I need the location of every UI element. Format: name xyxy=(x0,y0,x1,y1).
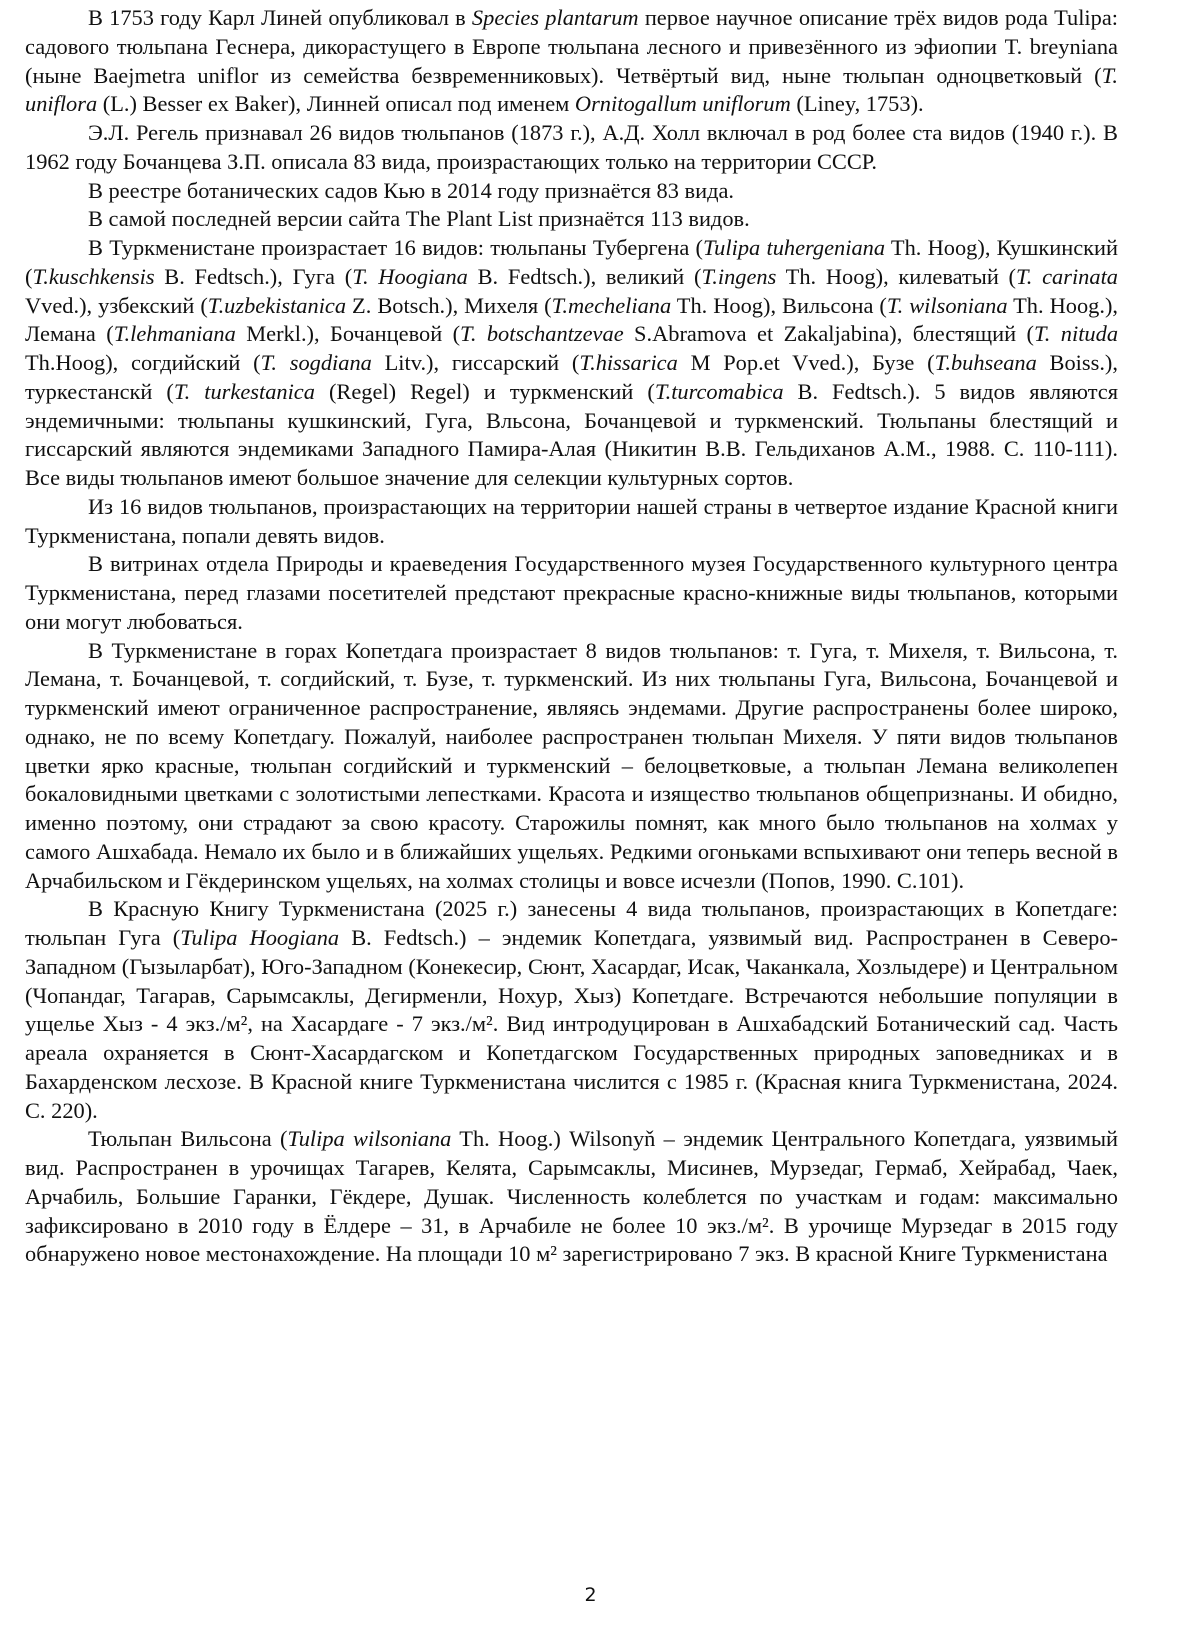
document-body xyxy=(25,4,1118,1269)
text-run: В Туркменистане в горах Копетдага произрастает 8 видов тюльпанов: т. Гуга, т. Михеля, т. Вильсона, т. Лемана, т. Бочанцевой, т. согдийский, т. Бузе, т. туркменский. Из них тюльпаны Гуга, Вильсона, Бочанцевой и туркменский имеют ограниченное распространение, являясь эндемами. Другие распространены более широко, однако, не по всему Копетдагу. Пожалуй, наиболее распространен тюльпан Михеля. У пяти видов тюльпанов цветки ярко красные, тюльпан согдийский и туркменский – белоцветковые, а тюльпан Лемана великолепен бокаловидными цветками с золотистыми лепестками. Красота и изящество тюльпанов общепризнаны. И обидно, именно поэтому, они страдают за свою красоту. Старожилы помнят, как много было тюльпанов на холмах у самого Ашхабада. Немало их было и в ближайших ущельях. Редкими огоньками вспыхивают они теперь весной в Арчабильском и Гёкдеринском ущельях, на холмах столицы и вовсе исчезли (Попов, 1990. С.101). xyxy=(25,637,1118,893)
text-run: В реестре ботанических садов Кью в 2014 году признаётся 83 вида. xyxy=(88,177,735,203)
italic-species-name: T.kuschkensis xyxy=(32,263,155,289)
italic-species-name: T. wilsoniana xyxy=(886,292,1008,318)
italic-species-name: Tulipa wilsoniana xyxy=(287,1126,452,1152)
italic-species-name: T.hissarica xyxy=(579,350,678,375)
text-run: B. Fedtsch.), великий ( xyxy=(467,263,702,289)
text-run: S.Abramova et Zakaljabina), блестящий ( xyxy=(623,321,1034,347)
text-run: В Красную Книгу Туркменистана (2025 г.) занесены 4 вида тюльпанов, произрастающих в Копетдаге: тюльпан Гуга ( xyxy=(25,896,1118,950)
italic-species-name: T.ingens xyxy=(701,263,777,289)
text-run: (Regel) Regel) и туркменский ( xyxy=(314,378,655,404)
paragraph xyxy=(25,4,1118,119)
text-run: В витринах отдела Природы и краеведения Государственного музея Государственного культурного центра Туркменистана, перед глазами посетителей предстают прекрасные красно-книжные виды тюльпанов, которыми они могут любоваться. xyxy=(25,551,1118,634)
text-run: Z. Botsch.), Михеля ( xyxy=(346,292,552,318)
paragraph xyxy=(25,177,1118,206)
paragraph xyxy=(25,895,1118,1125)
paragraph xyxy=(25,1125,1118,1269)
italic-species-name: Tulipa tuhergeniana xyxy=(702,235,886,260)
text-run: B. Fedtsch.). 5 видов являются эндемичными: тюльпаны кушкинский, Гуга, Вльсона, Бочанцевой и туркменский. Тюльпаны блестящий и гиссарский являются эндемиками Западного Памира-Алая (Никитин В.В. Гельдиханов А.М., 1988. С. 110-111). Все виды тюльпанов имеют большое значение для селекции культурных сортов. xyxy=(25,378,1119,490)
text-run: B. Fedtsch.), Гуга ( xyxy=(154,263,353,289)
italic-species-name: T.turcomabica xyxy=(654,378,784,404)
text-run: (Liney, 1753). xyxy=(790,91,924,117)
text-run: M Pop.et Vved.), Бузе ( xyxy=(677,350,935,375)
italic-species-name: T.uzbekistanica xyxy=(207,292,347,318)
text-run: Vved.), узбекский ( xyxy=(25,292,208,318)
italic-species-name: T.mecheliana xyxy=(551,292,672,318)
italic-species-name: T.buhseana xyxy=(934,350,1037,375)
text-run: Th. Hoog.) Wilsonyň – эндемик Центрального Копетдага, уязвимый вид. Распространен в урочищах Тагарев, Келята, Сарымсаклы, Мисинев, Мурзедаг, Гермаб, Хейрабад, Чаек, Арчабиль, Большие Гаранки, Гёкдере, Душак. Численность колеблется по участкам и годам: максимально зафиксировано в 2010 году в Ёлдере – 31, в Арчабиле не более 10 экз./м². В урочище Мурзедаг в 2015 году обнаружено новое местонахождение. На площади 10 м² зарегистрировано 7 экз. В красной Книге Туркменистана xyxy=(25,1126,1118,1267)
italic-species-name: T.lehmaniana xyxy=(113,321,236,347)
italic-species-name: T. carinata xyxy=(1016,263,1118,289)
italic-species-name: T. Hoogiana xyxy=(352,263,468,289)
text-run: Э.Л. Регель признавал 26 видов тюльпанов (1873 г.), А.Д. Холл включал в род более ста видов (1940 г.). В 1962 году Бочанцева З.П. описала 83 вида, произрастающих только на территории СССР. xyxy=(25,120,1118,174)
page-number: 2 xyxy=(584,1584,597,1606)
text-run: первое научное описание трёх видов рода Tulipa: садового тюльпана Геснера, дикорастущего в Европе тюльпана лесного и привезённого из эфиопии T. breyniana (ныне Baejmetra uniflor из семейства безвременниковых). Четвёртый вид, ныне тюльпан одноцветковый ( xyxy=(25,5,1118,88)
paragraph xyxy=(25,493,1118,551)
text-run: В самой последней версии сайта The Plant List признаётся 113 видов. xyxy=(88,206,750,232)
text-run: Litv.), гиссарский ( xyxy=(371,350,580,375)
text-run: Boiss.), туркестанскй ( xyxy=(25,350,1118,404)
text-run: В Туркменистане произрастает 16 видов: тюльпаны Тубергена ( xyxy=(88,235,703,260)
text-run: Merkl.), Бочанцевой ( xyxy=(235,321,461,347)
text-run: Из 16 видов тюльпанов, произрастающих на территории нашей страны в четвертое издание Красной книги Туркменистана, попали девять видов. xyxy=(25,493,1118,548)
paragraph xyxy=(25,234,1118,493)
italic-species-name: Species plantarum xyxy=(471,5,639,30)
italic-species-name: T. uniflora xyxy=(25,62,1118,117)
text-run: Тюльпан Вильсона ( xyxy=(88,1126,288,1152)
paragraph xyxy=(25,637,1118,896)
text-run: Th.Hoog), согдийский ( xyxy=(25,350,261,375)
text-run: (L.) Besser ex Baker), Линней описал под именем xyxy=(97,91,575,117)
italic-species-name: T. nituda xyxy=(1034,321,1119,347)
text-run: Th. Hoog.), Лемана ( xyxy=(25,292,1118,347)
text-run: Th. Hoog), Кушкинский ( xyxy=(25,235,1118,289)
italic-species-name: T. sogdiana xyxy=(260,350,372,375)
paragraph xyxy=(25,119,1118,177)
italic-species-name: Tulipa Hoogiana xyxy=(180,925,340,950)
paragraph xyxy=(25,205,1118,234)
text-run: B. Fedtsch.) – эндемик Копетдага, уязвимый вид. Распространен в Северо-Западном (Гызыларбат), Юго-Западном (Конекесир, Сюнт, Хасардаг, Исак, Чаканкала, Хозлыдере) и Центральном (Чопандаг, Тагарав, Сарымсаклы, Дегирменли, Нохур, Хыз) Копетдаге. Встречаются небольшие популяции в ущелье Хыз - 4 экз./м², на Хасардаге - 7 экз./м². Вид интродуцирован в Ашхабадский Ботанический сад. Часть ареала охраняется в Сюнт-Хасардагском и Копетдагском Государственных природных заповедниках и в Бахарденском лесхозе. В Красной книге Туркменистана числится с 1985 г. (Красная книга Туркменистана, 2024. С. 220). xyxy=(25,925,1119,1123)
italic-species-name: T. turkestanica xyxy=(173,378,315,404)
paragraph xyxy=(25,550,1118,636)
italic-species-name: T. botschantzevae xyxy=(460,321,624,347)
text-run: Th. Hoog), Вильсона ( xyxy=(671,292,887,318)
text-run: В 1753 году Карл Линей опубликовал в xyxy=(88,5,472,30)
italic-species-name: Ornitogallum uniflorum xyxy=(574,91,791,117)
text-run: Th. Hoog), килеватый ( xyxy=(776,263,1016,289)
